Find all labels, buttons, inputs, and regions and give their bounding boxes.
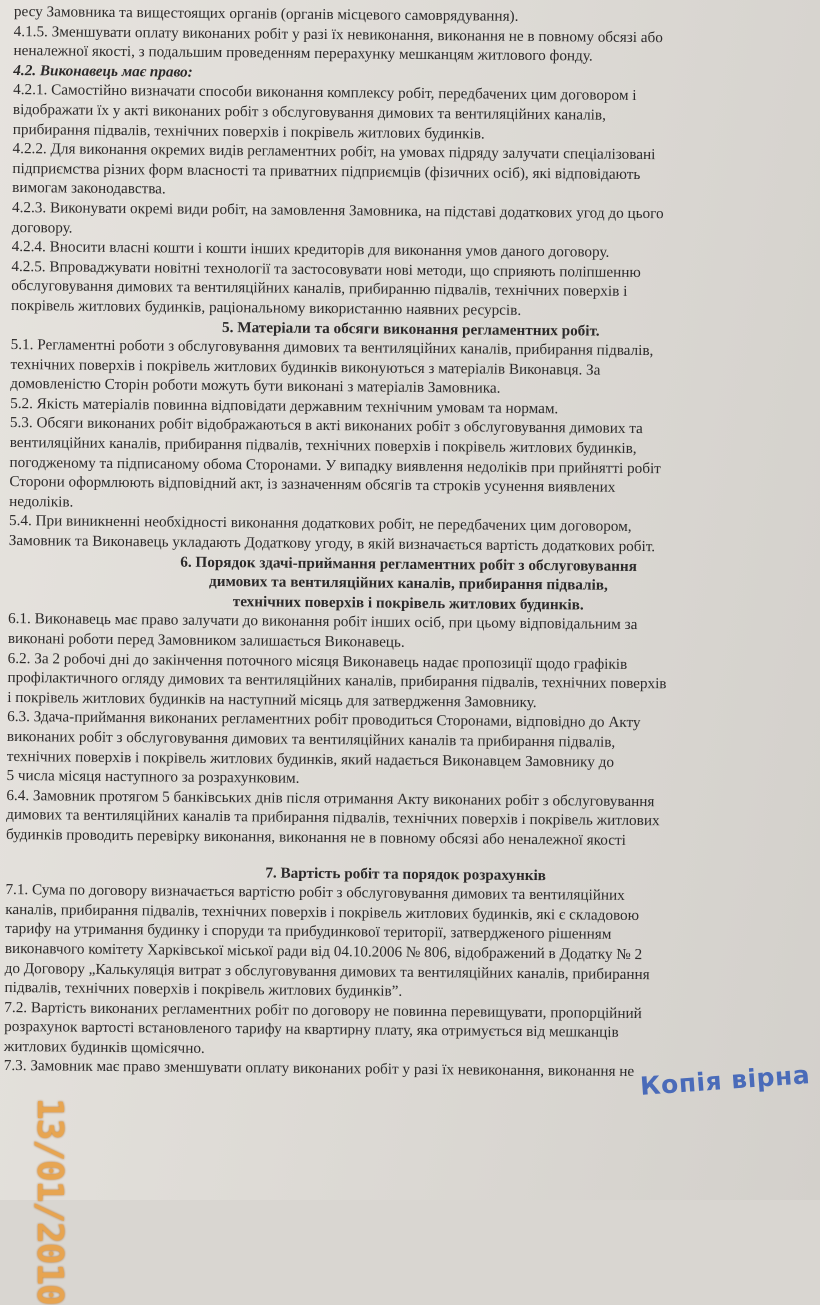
text-line: 4.2. Виконавець має право:: [13, 61, 193, 81]
text-line: і покрівель житлових будинків на наступний місяць для затвердження Замовнику.: [7, 688, 537, 711]
text-line: відображати їх у акті виконаних робіт з обслуговування димових та вентиляційних каналів,: [12, 100, 607, 124]
text-line: до Договору „Калькуляція витрат з обслуговування димових та вентиляційних каналів, прибирання: [4, 959, 650, 983]
text-line: 7.3. Замовник має право зменшувати оплату виконаних робіт у разі їх невиконання, виконання не: [3, 1057, 635, 1081]
text-line: 4.2.4. Вносити власні кошти і кошти інших кредиторів для виконання умов даного договору.: [11, 238, 610, 261]
text-line: 5.1. Регламентні роботи з обслуговування димових та вентиляційних каналів, прибирання підвалів,: [10, 336, 654, 360]
section-heading: димових та вентиляційних каналів, прибирання підвалів,: [208, 573, 608, 594]
text-line: підвалів, технічних поверхів і покрівель житлових будинків”.: [4, 979, 403, 1000]
text-line: 6.4. Замовник протягом 5 банківських днів після отримання Акту виконаних робіт з обслуговування: [6, 786, 655, 810]
text-line: ресу Замовника та вищестоящих органів (органів місцевого самоврядування).: [13, 2, 519, 25]
text-line: 4.2.2. Для виконання окремих видів регламентних робіт, на умовах підряду залучати спеціалізовані: [12, 140, 656, 164]
text-line: технічних поверхів і покрівель житлових будинків, який надається Виконавцем Замовнику до: [6, 747, 615, 771]
text-line: розрахунок вартості встановленого тарифу на квартирну плату, яка отримується від мешканців: [4, 1018, 619, 1042]
text-line: вимогам законодавства.: [12, 179, 166, 198]
section-heading: 7. Вартість робіт та порядок розрахунків: [265, 863, 547, 884]
text-line: договору.: [11, 218, 73, 237]
text-line: вентиляційних каналів, прибирання підвалів, технічних поверхів і покрівель житлових будинків,: [9, 434, 637, 458]
text-line: прибирання підвалів, технічних поверхів і покрівель житлових будинків.: [12, 120, 485, 143]
text-line: Замовник та Виконавець укладають Додаткову угоду, в якій визначається вартість додаткових робіт.: [8, 532, 656, 556]
text-line: будинків проводить перевірку виконання, виконання не в повному обсязі або неналежної якості: [5, 825, 626, 849]
text-line: 4.2.1. Самостійно визначати способи виконання комплексу робіт, передбачених цим договором і: [13, 81, 637, 105]
text-line: житлових будинків щомісячно.: [3, 1037, 205, 1057]
text-line: 6.3. Здача-приймання виконаних регламентних робіт проводиться Сторонами, відповідно до Акту: [7, 708, 641, 732]
text-line: виконані роботи перед Замовником залишається Виконавець.: [7, 629, 405, 651]
text-line: покрівель житлових будинків, раціональному використанню наявних ресурсів.: [11, 296, 522, 319]
text-line: профілактичного огляду димових та вентиляційних каналів, прибирання підвалів, технічних поверхів: [7, 669, 667, 693]
text-line: 6.2. За 2 робочі дні до закінчення поточного місяця Виконавець надає пропозиції щодо графіків: [7, 649, 628, 673]
photo-date-stamp: 13/01/2010: [29, 1098, 70, 1305]
text-line: 5 числа місяця наступного за розрахунковим.: [6, 767, 300, 787]
text-line: обслуговування димових та вентиляційних каналів, прибиранню підвалів, технічних поверхів і: [11, 277, 628, 301]
document-text: [4, 2, 814, 1084]
section-heading: 5. Матеріали та обсяги виконання регламентних робіт.: [222, 318, 600, 340]
text-line: 4.2.3. Виконувати окремі види робіт, на замовлення Замовника, на підставі додаткових угод до цього: [11, 198, 664, 223]
text-line: підприємства різних форм власності та приватних підприємців (фізичних осіб), які відповідають: [12, 159, 641, 183]
text-line: тарифу на утримання будинку і споруди та прибудинкової території, затвердженого рішенням: [5, 920, 612, 944]
text-line: 7.2. Вартість виконаних регламентних робіт по договору не повинна перевищувати, пропорційний: [4, 998, 642, 1022]
text-line: неналежної якості, з подальшим проведенням перерахунку мешканцям житлового фонду.: [13, 42, 593, 65]
text-line: 6.1. Виконавець має право залучати до виконання робіт інших осіб, при цьому відповідальним за: [7, 610, 638, 634]
text-line: 5.2. Якість матеріалів повинна відповідати державним технічним умовам та нормам.: [10, 394, 559, 418]
text-line: 5.3. Обсяги виконаних робіт відображаються в акті виконаних робіт з обслуговування димових та: [9, 414, 643, 438]
section-heading: технічних поверхів і покрівель житлових будинків.: [232, 592, 584, 614]
text-line: 7.1. Сума по договору визначається вартістю робіт з обслуговування димових та вентиляційних: [5, 881, 625, 905]
text-line: виконаних робіт з обслуговування димових та вентиляційних каналів та прибирання підвалів,: [6, 727, 616, 751]
text-line: Сторони оформлюють відповідний акт, із зазначенням обсягів та строків усунення виявлених: [9, 473, 616, 497]
text-line: димових та вентиляційних каналів та прибирання підвалів, технічних поверхів і покрівель житлових: [6, 806, 660, 830]
text-line: домовленістю Сторін роботи можуть бути виконані з матеріалів Замовника.: [10, 375, 501, 397]
text-line: 4.1.5. Зменшувати оплату виконаних робіт у разі їх невиконання, виконання не в повному обсязі або: [13, 22, 663, 46]
text-line: 5.4. При виникненні необхідності виконання додаткових робіт, не передбачених цим договором,: [8, 512, 632, 536]
text-line: технічних поверхів і покрівель житлових будинків виконуються з матеріалів Виконавця. За: [10, 355, 601, 379]
text-line: погодженому та підписаному обома Сторонами. У випадку виявлення недоліків при прийнятті робіт: [9, 453, 661, 477]
text-line: недоліків.: [9, 492, 74, 511]
text-line: виконавчого комітету Харківської міської ради від 04.10.2006 № 806, відображений в Додатку № 2: [4, 939, 643, 963]
text-line: каналів, прибирання підвалів, технічних поверхів і покрівель житлових будинків, які є складовою: [5, 900, 640, 924]
text-line: 4.2.5. Впроваджувати новітні технології та застосовувати нові методи, що сприяють поліпшенню: [11, 257, 641, 281]
section-heading: 6. Порядок здачі-приймання регламентних робіт з обслуговування: [180, 553, 638, 575]
certified-copy-stamp: Копія вірна: [639, 1060, 811, 1101]
